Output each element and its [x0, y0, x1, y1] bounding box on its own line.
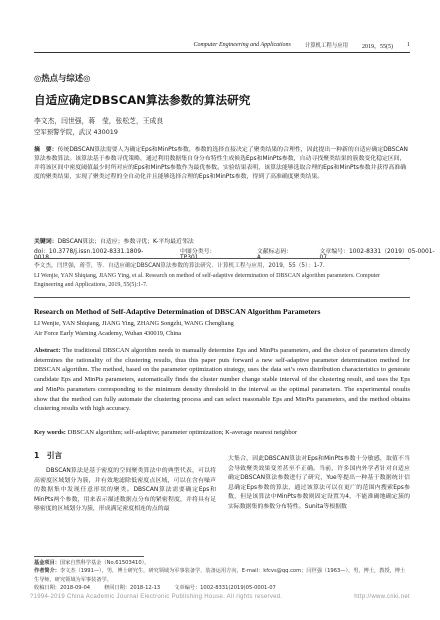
- author-note: [34, 567, 410, 584]
- journal-name-cn: 计算机工程与应用: [304, 43, 348, 49]
- fund-note: [34, 559, 410, 567]
- footnote-article-number: 文章编号：1002-8331(2019)05-0001-07: [174, 585, 276, 592]
- abstract-en-label: Abstract:: [34, 347, 61, 354]
- keywords-en-label: Key words:: [34, 429, 66, 436]
- section-tag: ◎热点与综述◎: [34, 73, 91, 83]
- doi: doi：10.3778/j.issn.1002-8331.1809-0018: [34, 249, 144, 261]
- journal-name-en: Computer Engineering and Applications: [193, 42, 291, 48]
- authors-en: LI Wenjie, YAN Shiqiang, JIANG Ying, ZHANG Songzhi, WANG Chengliang: [34, 320, 234, 327]
- divider-top: [34, 258, 410, 259]
- copyright-text: ?1994-2019 China Academic Journal Electronic Publishing House. All rights reserved.: [30, 594, 283, 600]
- affiliation-cn: 空军预警学院，武汉 430019: [34, 128, 118, 136]
- abstract-cn: [34, 146, 410, 182]
- received-date: 收稿日期：2018-09-04: [34, 585, 91, 592]
- running-header: [34, 38, 410, 53]
- body-column-left: [34, 448, 216, 515]
- title-en: Research on Method of Self-Adaptive Determination of DBSCAN Algorithm Parameters: [34, 307, 321, 316]
- affiliation-en: Air Force Early Warning Academy, Wuhan 430019, China: [34, 330, 182, 337]
- keywords-en: [34, 429, 410, 436]
- dates-row: [34, 584, 410, 592]
- keywords-cn-label: 关键词：: [34, 239, 58, 245]
- copyright-footer: [30, 594, 410, 600]
- keywords-cn: [34, 236, 194, 245]
- title-cn: 自适应确定DBSCAN算法参数的算法研究: [34, 93, 251, 107]
- citation-cn: 李文杰，闫世强，蒋莹，等．自适应确定DBSCAN算法参数的算法研究．计算机工程与应用，2019，55（5）：1-7.: [34, 263, 325, 269]
- body-paragraph-right: 大集合，因此DBSCAN算法对Eps和MinPts参数十分敏感，取值不当会导致聚类效果变差甚至不正确。当前，许多国内外学者针对自适应确定DBSCAN算法参数进行了研究，Yue等提出一种基于数据统计信息确定Eps参数的算法，通过该算法可以在更广的范围内搜索Eps参数，但是该算法中MinPts参数则固定设置为4，不能准确地确定簇的实际数据集的参数分布特性。Sunita等根据数: [228, 456, 410, 510]
- author-bio-text: 李文杰（1991—），男，博士研究生，研究领域为军事装备学，装备运用方向，E-mail：kfcvs@qq.com；闫世强（1963—），男，博士，教授，博士生导师，研究领域为军事装备学。: [34, 568, 406, 583]
- body-paragraph-left: DBSCAN算法是基于密度的空间聚类算法中的典型代表，可以将高密度区域划分为簇，并有效地滤除低密度点区域，可以在含有噪声的数据集中发现任意形状的聚类。DBSCAN算法需要确定Eps和MinPts两个参数，用来表示描述数据点分布的紧密程度，并将具有足够密度的区域划分为簇，形成满足密度相连的点的最: [34, 468, 216, 512]
- article-number: 文章编号：1002-8331（2019）05-0001-07: [319, 249, 435, 261]
- clc-number: 中图分类号：TP301: [180, 249, 216, 261]
- divider-bottom: [34, 297, 410, 298]
- body-column-right: [228, 455, 410, 512]
- section-heading: 1 引言: [34, 451, 63, 460]
- document-code: 文献标志码：A: [256, 249, 293, 261]
- issue-label: 2019，55(5): [362, 43, 393, 50]
- author-bio-label: 作者简介：: [34, 568, 60, 575]
- abstract-en-text: The traditional DBSCAN algorithm needs to manually determine Eps and MinPts parameters, and the choice of parameters directly determines the rationality of the clustering results, thus this paper puts forward a new self-adaptive parameter determination method for DBSCAN algorithm. The method, based on the parameter optimization strategy, uses the data set’s own distribution characteristics to generate candidate Eps and MinPts parameters, automatically finds the cluster number change stable interval of the clustering result, and uses the Eps and MinPts parameters corresponding to the minimum density threshold in the interval as the optimal parameters. The experimental results show that the method can fully automate the clustering process and can select reasonable Eps and MinPts parameters, and the method obtains clustering results with high accuracy.: [34, 347, 410, 413]
- citation-en: LI Wenjie, YAN Shiqiang, JIANG Ying, et al. Research on method of self-adaptive determination of DBSCAN algorithm parameters. Computer Engineering and Applications, 2019, 55(5):1-7.: [34, 273, 381, 288]
- footnotes: [34, 559, 410, 593]
- keywords-en-text: DBSCAN algorithm; self-adaptive; parameter optimization; K-average nearest neighbor: [67, 429, 298, 436]
- authors-cn: 李文杰，闫世强，蒋 莹，张松芝，王成良: [34, 117, 164, 125]
- fund-text: 国家自然科学基金（No.61503410）。: [59, 560, 150, 566]
- cnki-link[interactable]: http://www.cnki.net: [354, 594, 410, 600]
- abstract-cn-label: 摘 要：: [34, 147, 58, 153]
- page-number: 1: [407, 42, 410, 48]
- abstract-en: [34, 346, 410, 414]
- keywords-cn-text: DBSCAN算法；自适应；参数寻优；K-平均最近邻法: [57, 239, 194, 245]
- fund-label: 基金项目：: [34, 560, 60, 566]
- abstract-cn-text: 传统DBSCAN算法需要人为确定Eps和MinPts参数，参数的选择直接决定了聚类结果的合理性，因此提出一种新的自适应确定DBSCAN算法参数算法。该算法基于参数寻优策略，通过利用数据集自身分布特性生成候选Eps和MinPts参数，自动寻找聚类结果的簇数变化稳定区间，并将该区间中密度阈值最少时所对应的Eps和MinPts参数作为最优参数。实验结果表明，该算法能够选取合理的Eps和MinPts参数并获得高准确度的聚类结果，实现了聚类过程的全自动化并且能够选择合理的Eps和MinPts参数，得到了高准确度聚类结果。: [34, 147, 408, 181]
- footnote-divider: [34, 556, 144, 557]
- revised-date: 修回日期：2018-12-13: [104, 585, 161, 592]
